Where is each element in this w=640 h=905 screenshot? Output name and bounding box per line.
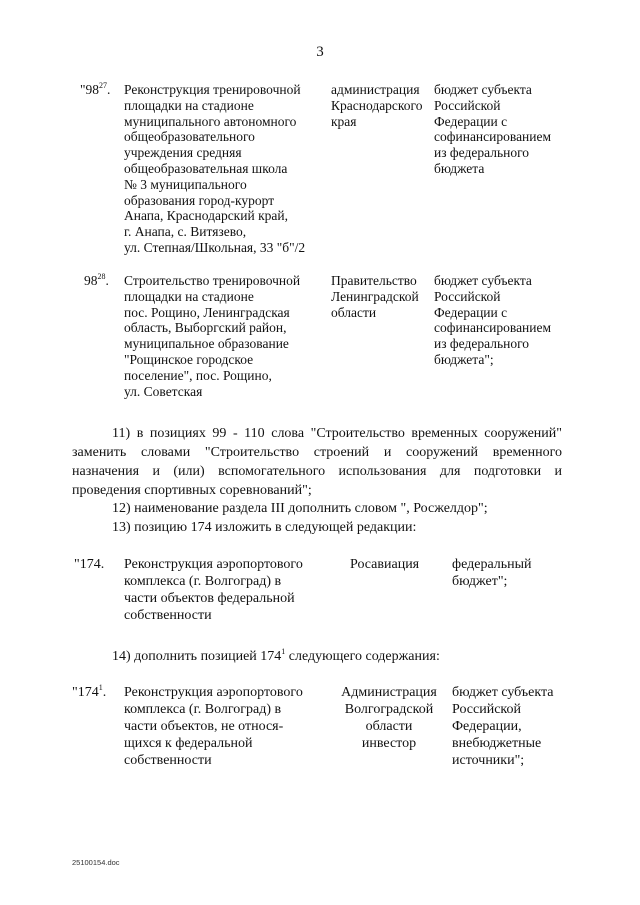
position-number: "$174^1$. — [72, 683, 107, 700]
funding-source: бюджет субъекта Российской Федерации с софинансированием из федерального бюджета — [434, 82, 552, 176]
customer: Росавиация — [350, 557, 420, 572]
customer: Администрация Волгоградской области инвестор — [341, 685, 437, 751]
object-name: Реконструкция аэропортового комплекса (г. Волгоград) в части объектов, не относя- щихся к федеральной собственности — [124, 685, 303, 768]
object-name: Строительство тренировочной площадки на стадионе пос. Рощино, Ленинградская область, Выборгский район, муниципальное образование "Рощинское городское поселение", пос. Рощино, ул. Советская — [124, 273, 301, 399]
amendment-paragraph: 12) наименование раздела III дополнить словом ", Росжелдор"; — [112, 501, 488, 516]
position-number: "$98^{27}$. — [80, 81, 111, 97]
object-name: Реконструкция тренировочной площадки на стадионе муниципального автономного общеобразовательного учреждения средняя общеобразовательная школа № 3 муниципального образования город-курорт Анапа, Краснодарский край, г. Анапа, с. Витязево, ул. Степная/Школьная, 33 "б"/2 — [124, 82, 306, 255]
funding-source: бюджет субъекта Российской Федерации, внебюджетные источники"; — [452, 685, 554, 768]
table-row — [0, 556, 640, 626]
funding-source: бюджет субъекта Российской Федерации с софинансированием из федерального бюджета"; — [434, 273, 552, 367]
customer: администрация Краснодарского края — [331, 82, 423, 129]
table-row — [0, 684, 640, 774]
amendment-paragraph: 11) в позициях 99 - 110 слова "Строительство временных сооружений" заменить словами "Строительство строений и сооружений временного назначения и (или) вспомогательного использования для подготовки и проведения спортивных соревнований"; — [72, 426, 562, 498]
page-number: 3 — [316, 44, 324, 60]
customer: Правительство Ленинградской области — [331, 273, 419, 320]
table-row — [0, 82, 640, 262]
position-number: "174. — [74, 557, 105, 572]
file-name-footer: 25100154.doc — [72, 858, 120, 867]
position-number: $98^{28}$. — [84, 272, 109, 288]
table-row — [0, 273, 640, 403]
funding-source: федеральный бюджет"; — [452, 557, 532, 589]
amendment-paragraph: 14) дополнить позицией $174^1$ следующего содержания: — [112, 647, 440, 664]
object-name: Реконструкция аэропортового комплекса (г. Волгоград) в части объектов федеральной собственности — [124, 557, 303, 623]
amendment-paragraph: 13) позицию 174 изложить в следующей редакции: — [112, 520, 417, 535]
